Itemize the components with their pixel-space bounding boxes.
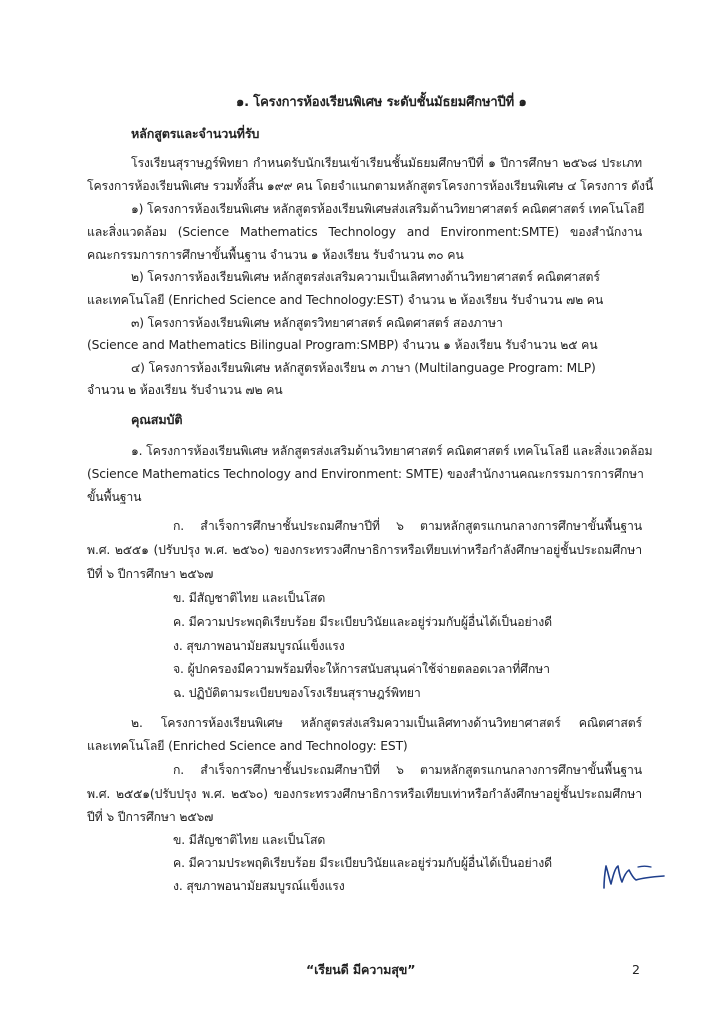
page-number: 2 xyxy=(632,962,640,977)
q1-item-ka-line-2: พ.ศ. ๒๕๕๑ (ปรับปรุง พ.ศ. ๒๕๖๐) ของกระทรวงศึกษาธิการหรือเทียบเท่าหรือกำลังศึกษาอยู่ชั้นประถมศึกษา xyxy=(87,543,642,557)
section-heading-curriculum: หลักสูตรและจำนวนที่รับ xyxy=(131,126,260,141)
program-4-line-2: จำนวน ๒ ห้องเรียน รับจำนวน ๗๒ คน xyxy=(87,383,283,397)
program-1-line-3: คณะกรรมการการศึกษาขั้นพื้นฐาน จำนวน ๑ ห้องเรียน รับจำนวน ๓๐ คน xyxy=(87,248,464,262)
program-4-line-1: ๔) โครงการห้องเรียนพิเศษ หลักสูตรห้องเรียน ๓ ภาษา (Multilanguage Program: MLP) xyxy=(131,361,596,375)
q2-item-kho: ข. มีสัญชาติไทย และเป็นโสด xyxy=(173,833,326,847)
signature-icon xyxy=(598,858,668,892)
qualification-1-line-3: ขั้นพื้นฐาน xyxy=(87,490,142,504)
page-title: ๑. โครงการห้องเรียนพิเศษ ระดับชั้นมัธยมศึกษาปีที่ ๑ xyxy=(236,95,527,110)
q1-item-kho: ข. มีสัญชาติไทย และเป็นโสด xyxy=(173,591,326,605)
q1-item-kho-khwai: ค. มีความประพฤติเรียบร้อย มีระเบียบวินัยและอยู่ร่วมกับผู้อื่นได้เป็นอย่างดี xyxy=(173,615,552,629)
program-1-line-2: และสิ่งแวดล้อม (Science Mathematics Technology and Environment:SMTE) ของสำนักงาน xyxy=(87,225,642,239)
intro-line-2: โครงการห้องเรียนพิเศษ รวมทั้งสิ้น ๑๙๙ คน โดยจำแนกตามหลักสูตรโครงการห้องเรียนพิเศษ ๔ โครงการ ดังนี้ xyxy=(87,179,654,193)
q2-item-kho-khwai: ค. มีความประพฤติเรียบร้อย มีระเบียบวินัยและอยู่ร่วมกับผู้อื่นได้เป็นอย่างดี xyxy=(173,856,552,870)
q1-item-ka-line-1: ก. สำเร็จการศึกษาชั้นประถมศึกษาปีที่ ๖ ตามหลักสูตรแกนกลางการศึกษาขั้นพื้นฐาน xyxy=(173,519,642,533)
q2-item-ka-line-2: พ.ศ. ๒๕๕๑(ปรับปรุง พ.ศ. ๒๕๖๐) ของกระทรวงศึกษาธิการหรือเทียบเท่าหรือกำลังศึกษาอยู่ชั้นประถมศึกษา xyxy=(87,787,642,801)
qualification-1-line-2: (Science Mathematics Technology and Environment: SMTE) ของสำนักงานคณะกรรมการการศึกษา xyxy=(87,467,644,481)
q2-item-ka-line-3: ปีที่ ๖ ปีการศึกษา ๒๕๖๗ xyxy=(87,810,214,824)
qualification-1-line-1: ๑. โครงการห้องเรียนพิเศษ หลักสูตรส่งเสริมด้านวิทยาศาสตร์ คณิตศาสตร์ เทคโนโลยี และสิ่งแวดล้อม xyxy=(131,444,653,458)
intro-line-1: โรงเรียนสุราษฎร์พิทยา กำหนดรับนักเรียนเข้าเรียนชั้นมัธยมศึกษาปีที่ ๑ ปีการศึกษา ๒๕๖๘ ประเภท xyxy=(131,156,642,170)
qualification-2-line-1: ๒. โครงการห้องเรียนพิเศษ หลักสูตรส่งเสริมความเป็นเลิศทางด้านวิทยาศาสตร์ คณิตศาสตร์ xyxy=(131,716,642,730)
program-3-line-2: (Science and Mathematics Bilingual Program:SMBP) จำนวน ๑ ห้องเรียน รับจำนวน ๒๕ คน xyxy=(87,338,598,352)
q2-item-ngo: ง. สุขภาพอนามัยสมบูรณ์แข็งแรง xyxy=(173,879,345,893)
footer-slogan: “เรียนดี มีความสุข” xyxy=(306,962,416,977)
qualification-2-line-2: และเทคโนโลยี (Enriched Science and Technology: EST) xyxy=(87,739,408,753)
q2-item-ka-line-1: ก. สำเร็จการศึกษาชั้นประถมศึกษาปีที่ ๖ ตามหลักสูตรแกนกลางการศึกษาขั้นพื้นฐาน xyxy=(173,763,642,777)
q1-item-ka-line-3: ปีที่ ๖ ปีการศึกษา ๒๕๖๗ xyxy=(87,567,214,581)
section-heading-qualifications: คุณสมบัติ xyxy=(131,412,183,427)
program-3-line-1: ๓) โครงการห้องเรียนพิเศษ หลักสูตรวิทยาศาสตร์ คณิตศาสตร์ สองภาษา xyxy=(131,316,503,330)
program-2-line-2: และเทคโนโลยี (Enriched Science and Technology:EST) จำนวน ๒ ห้องเรียน รับจำนวน ๗๒ คน xyxy=(87,293,604,307)
program-2-line-1: ๒) โครงการห้องเรียนพิเศษ หลักสูตรส่งเสริมความเป็นเลิศทางด้านวิทยาศาสตร์ คณิตศาสตร์ xyxy=(131,270,600,284)
q1-item-cho: จ. ผู้ปกครองมีความพร้อมที่จะให้การสนับสนุนค่าใช้จ่ายตลอดเวลาที่ศึกษา xyxy=(173,662,550,676)
q1-item-ngo: ง. สุขภาพอนามัยสมบูรณ์แข็งแรง xyxy=(173,639,345,653)
q1-item-chor: ฉ. ปฏิบัติตามระเบียบของโรงเรียนสุราษฎร์พิทยา xyxy=(173,686,421,700)
program-1-line-1: ๑) โครงการห้องเรียนพิเศษ หลักสูตรห้องเรียนพิเศษส่งเสริมด้านวิทยาศาสตร์ คณิตศาสตร์ เทคโนโลยี xyxy=(131,202,645,216)
